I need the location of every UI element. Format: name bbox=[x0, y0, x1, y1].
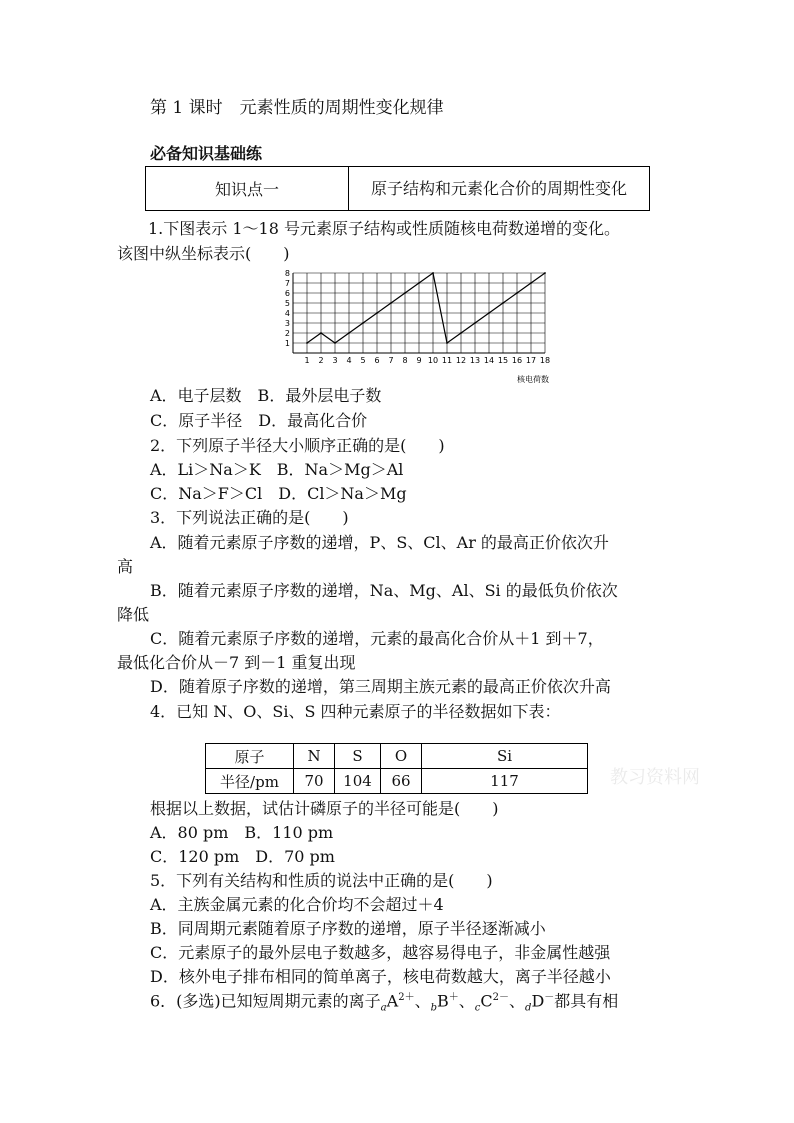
q6-tail: 都具有相 bbox=[554, 991, 619, 1011]
knowledge-point-content bbox=[349, 167, 650, 211]
q6-charge-b: ＋ bbox=[448, 992, 459, 1003]
data-point bbox=[348, 332, 350, 334]
x-tick-label: 3 bbox=[332, 356, 338, 365]
page-title: 第 1 课时 元素性质的周期性变化规律 bbox=[150, 98, 444, 118]
x-tick-label: 13 bbox=[469, 356, 481, 365]
table-cell: S bbox=[335, 744, 381, 769]
x-tick-label: 17 bbox=[525, 356, 537, 365]
table-cell: N bbox=[294, 744, 335, 769]
q6-charge-d: － bbox=[544, 992, 555, 1003]
q3-option-c-line2: 最低化合价从－7 到－1 重复出现 bbox=[117, 653, 356, 672]
x-tick-label: 14 bbox=[483, 356, 495, 365]
table-cell: 117 bbox=[422, 769, 588, 794]
q5-option-a: A．主族金属元素的化合价均不会超过＋4 bbox=[150, 895, 444, 914]
q6-sub-b: b bbox=[430, 1002, 437, 1014]
x-tick-label: 12 bbox=[455, 356, 467, 365]
y-tick-label: 3 bbox=[284, 319, 290, 328]
data-point bbox=[306, 342, 308, 344]
watermark: 教习资料网 bbox=[610, 767, 700, 788]
table-cell: 66 bbox=[381, 769, 422, 794]
q4-stem: 4．已知 N、O、Si、S 四种元素原子的半径数据如下表： bbox=[150, 702, 561, 721]
q6-sep: 、 bbox=[414, 991, 431, 1011]
radius-table bbox=[205, 743, 588, 794]
chart-xlabel: 核电荷数 bbox=[517, 375, 549, 384]
data-point bbox=[376, 312, 378, 314]
table-cell: O bbox=[381, 744, 422, 769]
chart bbox=[275, 265, 575, 390]
table-cell: 半径/pm bbox=[206, 769, 294, 794]
x-tick-label: 4 bbox=[346, 356, 352, 365]
q6-sep: 、 bbox=[509, 991, 526, 1011]
y-tick-label: 7 bbox=[284, 279, 290, 288]
q4-options-cd: C．120 pm D．70 pm bbox=[150, 847, 335, 866]
y-tick-label: 1 bbox=[284, 339, 290, 348]
y-tick-label: 2 bbox=[284, 329, 290, 338]
q6-charge-a: 2＋ bbox=[398, 992, 415, 1003]
q3-option-a-line2: 高 bbox=[117, 557, 134, 576]
q6-sub-d: d bbox=[525, 1002, 532, 1014]
q6-stem bbox=[150, 993, 618, 1014]
x-tick-label: 8 bbox=[402, 356, 408, 365]
data-point bbox=[474, 322, 476, 324]
y-tick-label: 5 bbox=[284, 299, 290, 308]
data-point bbox=[446, 342, 448, 344]
knowledge-point-table bbox=[145, 166, 650, 211]
data-point bbox=[334, 342, 336, 344]
x-tick-label: 15 bbox=[497, 356, 509, 365]
q5-option-b: B．同周期元素随着原子序数的递增，原子半径逐渐减小 bbox=[150, 919, 546, 938]
y-tick-label: 6 bbox=[284, 289, 290, 298]
q1-options-cd: C．原子半径 D．最高化合价 bbox=[150, 411, 368, 430]
q3-option-b-line1: B．随着元素原子序数的递增，Na、Mg、Al、Si 的最低负价依次 bbox=[150, 581, 618, 600]
q6-ion-d: D bbox=[531, 991, 545, 1011]
y-tick-label: 8 bbox=[284, 269, 290, 278]
x-tick-label: 11 bbox=[441, 356, 453, 365]
q6-ion-c: C bbox=[480, 991, 493, 1011]
radius-table-row bbox=[206, 769, 588, 794]
x-tick-label: 9 bbox=[416, 356, 422, 365]
q3-stem: 3．下列说法正确的是( ) bbox=[150, 508, 349, 527]
q2-stem: 2．下列原子半径大小顺序正确的是( ) bbox=[150, 436, 445, 455]
data-point bbox=[390, 302, 392, 304]
data-point bbox=[320, 332, 322, 334]
table-cell: 104 bbox=[335, 769, 381, 794]
q2-options-cd: C．Na＞F＞Cl D．Cl＞Na＞Mg bbox=[150, 484, 407, 503]
chart-grid bbox=[293, 273, 545, 353]
x-tick-label: 18 bbox=[539, 356, 551, 365]
q5-option-c: C．元素原子的最外层电子数越多，越容易得电子，非金属性越强 bbox=[150, 943, 611, 962]
q1-line2: 该图中纵坐标表示( ) bbox=[117, 244, 290, 263]
data-point bbox=[502, 302, 504, 304]
q5-option-d: D．核外电子排布相同的简单离子，核电荷数越大，离子半径越小 bbox=[150, 967, 611, 986]
data-point bbox=[516, 292, 518, 294]
q6-sep: 、 bbox=[458, 991, 475, 1011]
q5-stem: 5．下列有关结构和性质的说法中正确的是( ) bbox=[150, 871, 493, 890]
q1-options-ab: A．电子层数 B．最外层电子数 bbox=[150, 386, 382, 405]
data-point bbox=[544, 272, 546, 274]
q2-options-ab: A．Li＞Na＞K B．Na＞Mg＞Al bbox=[150, 460, 404, 479]
table-cell: 原子 bbox=[206, 744, 294, 769]
x-tick-label: 1 bbox=[304, 356, 310, 365]
q6-sub-c: c bbox=[474, 1002, 481, 1014]
radius-table-header bbox=[206, 744, 588, 769]
table-cell: Si bbox=[422, 744, 588, 769]
data-point bbox=[404, 292, 406, 294]
y-tick-label: 4 bbox=[284, 309, 290, 318]
data-point bbox=[530, 282, 532, 284]
x-tick-label: 6 bbox=[374, 356, 380, 365]
x-tick-label: 16 bbox=[511, 356, 523, 365]
series-line bbox=[307, 273, 545, 343]
q4-after-table: 根据以上数据，试估计磷原子的半径可能是( ) bbox=[150, 799, 499, 818]
q3-option-d: D．随着原子序数的递增，第三周期主族元素的最高正价依次升高 bbox=[150, 677, 611, 696]
q3-option-c-line1: C．随着元素原子序数的递增，元素的最高化合价从＋1 到＋7， bbox=[150, 629, 604, 648]
section-heading: 必备知识基础练 bbox=[150, 144, 263, 163]
q1-line1: 1.下图表示 1～18 号元素原子结构或性质随核电荷数递增的变化。 bbox=[148, 219, 620, 238]
q6-charge-c: 2－ bbox=[492, 992, 510, 1003]
x-tick-label: 2 bbox=[318, 356, 324, 365]
data-point bbox=[432, 272, 434, 274]
x-tick-label: 5 bbox=[360, 356, 366, 365]
knowledge-point-label: 知识点一 bbox=[146, 167, 349, 211]
q6-ion-a: A bbox=[386, 991, 399, 1011]
q4-options-ab: A．80 pm B．110 pm bbox=[150, 823, 334, 842]
q6-prefix: 6．(多选)已知短周期元素的离子 bbox=[150, 991, 381, 1011]
data-point bbox=[488, 312, 490, 314]
q6-sub-a: a bbox=[380, 1002, 387, 1014]
data-point bbox=[362, 322, 364, 324]
data-point bbox=[418, 282, 420, 284]
x-tick-label: 7 bbox=[388, 356, 394, 365]
q3-option-b-line2: 降低 bbox=[117, 605, 150, 624]
q3-option-a-line1: A．随着元素原子序数的递增，P、S、Cl、Ar 的最高正价依次升 bbox=[150, 533, 609, 552]
x-tick-label: 10 bbox=[427, 356, 439, 365]
q6-ion-b: B bbox=[437, 991, 449, 1011]
table-cell: 70 bbox=[294, 769, 335, 794]
data-point bbox=[460, 332, 462, 334]
knowledge-point-content-text: 原子结构和元素化合价的周期性变化 bbox=[370, 178, 627, 198]
